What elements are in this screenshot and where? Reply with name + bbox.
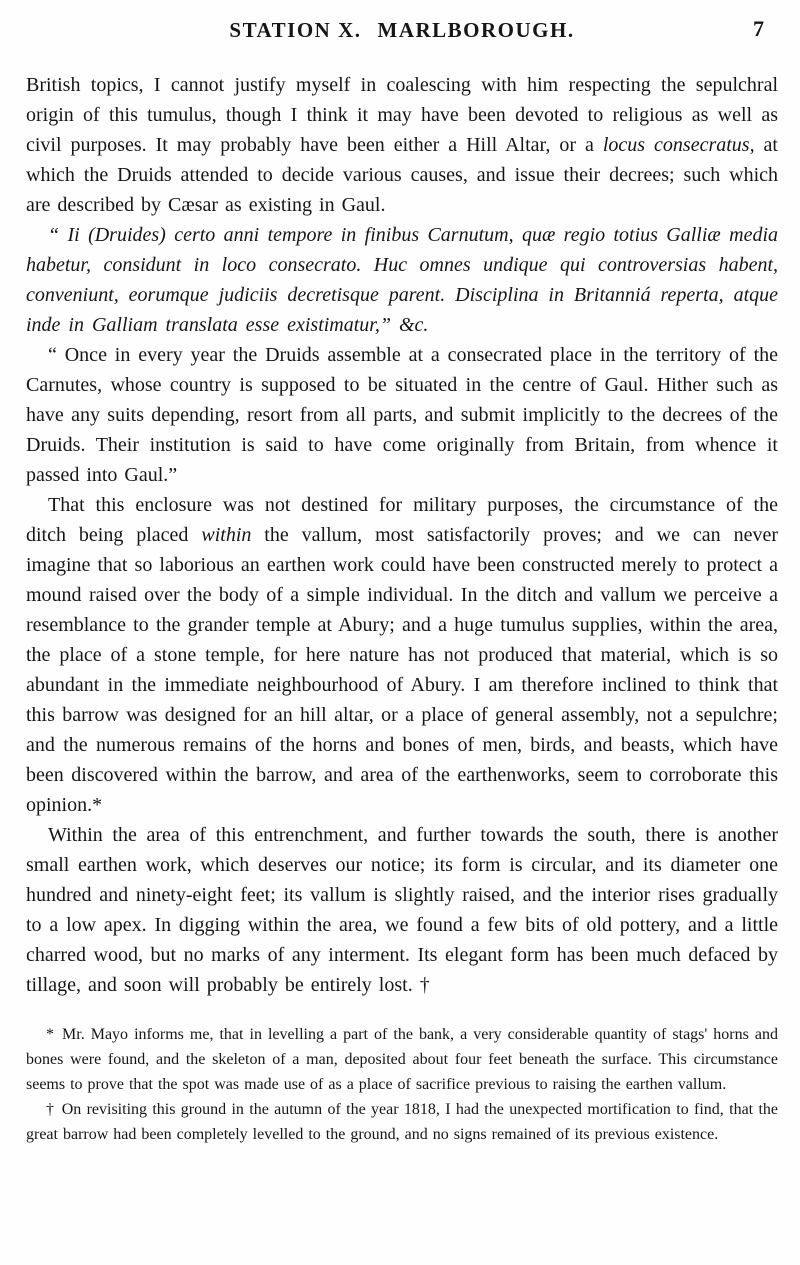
footnote-dagger — [26, 1097, 778, 1147]
running-title-station: STATION X. — [229, 18, 362, 42]
latin-phrase: locus consecratus, — [602, 134, 755, 156]
page-number: 7 — [753, 16, 764, 41]
running-title — [229, 14, 574, 43]
emphasized-word: within — [201, 524, 252, 546]
paragraph-text: British topics, I cannot justify myself in coalescing with him respecting the sepulchral origin of this tumulus, though I think it may have been devoted to religious as well as civil purposes. It may probably have been either a Hill Altar, or a — [26, 74, 778, 156]
paragraph-text: at which the Druids attended to decide various causes, and issue their decrees; such which are described by Cæsar as existing in Gaul. — [26, 134, 778, 216]
footnote-marker: * — [46, 1026, 56, 1043]
body-text — [26, 70, 778, 1000]
paragraph-text: That this enclosure was not destined for military purposes, the circumstance of the ditch being placed — [26, 494, 778, 546]
earthen-work-paragraph — [26, 820, 778, 1000]
footnote-text: Mr. Mayo informs me, that in levelling a part of the bank, a very considerable quantity of stags' horns and bones were found, and the skeleton of a man, deposited about four feet beneath the surface. This circumstance seems to prove that the spot was made use of as a place of sacrifice previous to raising the earthen vallum. — [26, 1026, 778, 1093]
paragraph-text: Within the area of this entrenchment, and further towards the south, there is another small earthen work, which deserves our notice; its form is circular, and its diameter one hundred and ninety-eight feet; its vallum is slightly raised, and the interior rises gradually to a low apex. In digging within the area, we found a few bits of old pottery, and a little charred wood, but no marks of any interment. Its elegant form has been much defaced by tillage, and soon will probably be entirely lost. † — [26, 824, 778, 996]
latin-quote-paragraph — [26, 220, 778, 340]
continuation-paragraph — [26, 70, 778, 220]
footnote-marker: † — [46, 1101, 57, 1118]
footnote-text: On revisiting this ground in the autumn of the year 1818, I had the unexpected mortification to find, that the great barrow had been completely levelled to the ground, and no signs remained of its previous existence. — [26, 1101, 779, 1143]
footnotes-section — [26, 1022, 778, 1147]
translation-paragraph — [26, 340, 778, 490]
paragraph-text: the vallum, most satisfactorily proves; and we can never imagine that so laborious an earthen work could have been constructed merely to protect a mound raised over the body of a simple individual. In the ditch and vallum we perceive a resemblance to the grander temple at Abury; and a huge tumulus supplies, within the area, the place of a stone temple, for here nature has not produced that material, which is so abundant in the immediate neighbourhood of Abury. I am therefore inclined to think that this barrow was designed for an hill altar, or a place of general assembly, not a sepulchre; and the numerous remains of the horns and bones of men, birds, and beasts, which have been discovered within the barrow, and area of the earthenworks, seem to corroborate this opinion.* — [26, 524, 778, 816]
footnote-asterisk — [26, 1022, 778, 1097]
latin-quote-text: “ Ii (Druides) certo anni tempore in finibus Carnutum, quæ regio totius Galliæ media habetur, considunt in loco consecrato. Huc omnes undique qui controversias habent, conveniunt, eorumque judiciis decretisque parent. Disciplina in Britanniá reperta, atque inde in Galliam translata esse existimatur,” &c. — [26, 224, 778, 336]
enclosure-paragraph — [26, 490, 778, 820]
paragraph-text: “ Once in every year the Druids assemble at a consecrated place in the territory of the Carnutes, whose country is supposed to be situated in the centre of Gaul. Hither such as have any suits depending, resort from all parts, and submit implicitly to the decrees of the Druids. Their institution is said to have come originally from Britain, from whence it passed into Gaul.” — [26, 344, 778, 486]
page-header — [26, 14, 778, 48]
running-title-place: MARLBOROUGH. — [377, 18, 575, 42]
